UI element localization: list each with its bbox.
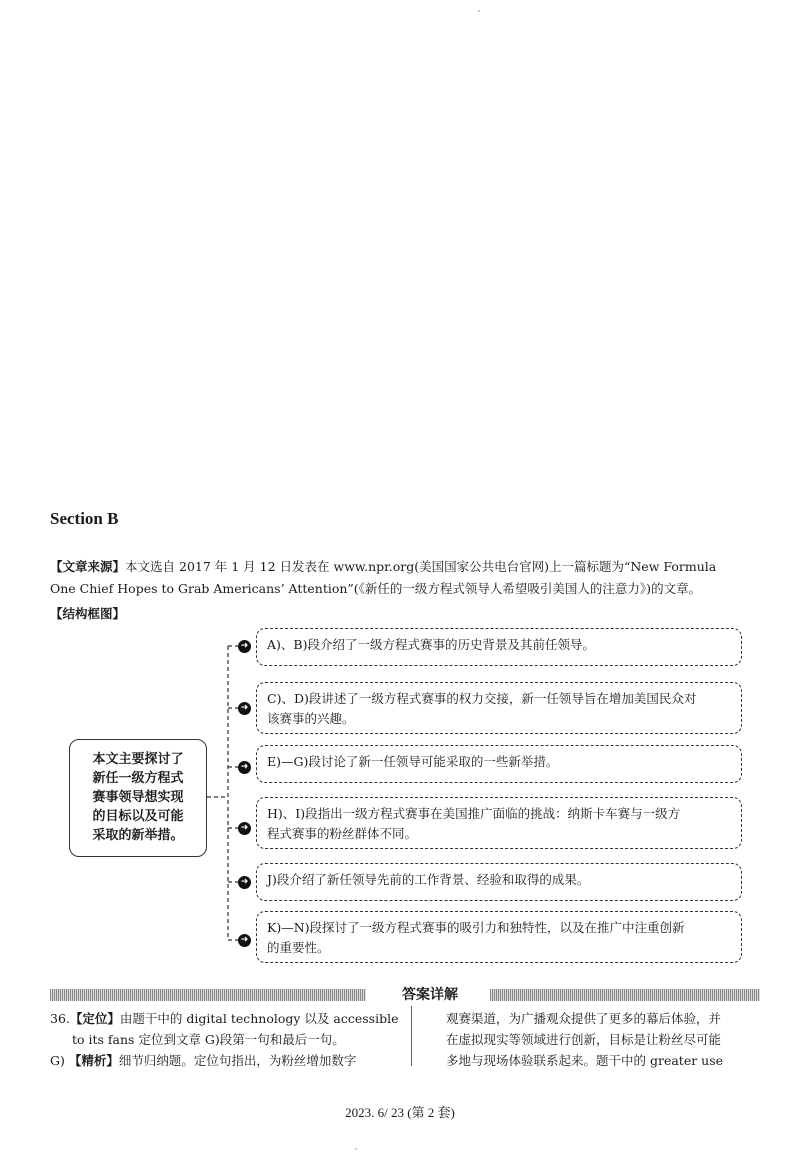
structure-node-c-d (256, 682, 742, 734)
arrow-right-icon: ➜ (238, 876, 251, 889)
source-label: 【文章来源】 (50, 559, 126, 574)
node-text: J)段介绍了新任领导先前的工作背景、经验和取得的成果。 (267, 872, 590, 887)
node-text: E)—G)段讨论了新一任领导可能采取的一些新举措。 (267, 754, 559, 769)
tag-locate: 【定位】 (69, 1011, 120, 1026)
node-text: H)、I)段指出一级方程式赛事在美国推广面临的挑战：纳斯卡车赛与一级方 (267, 806, 681, 821)
summary-line: 采取的新举措。 (92, 828, 184, 843)
answer-text: 由题干中的 digital technology 以及 accessible (119, 1011, 399, 1026)
answer-title: 答案详解 (370, 984, 490, 1004)
answer-right-column (446, 1008, 764, 1071)
answer-section-header (50, 986, 760, 1004)
node-text: C)、D)段讲述了一级方程式赛事的权力交接，新一任领导旨在增加美国民众对 (267, 691, 697, 706)
answer-line: to its fans 定位到文章 G)段第一句和最后一句。 (72, 1032, 345, 1047)
answer-line: 观赛渠道，为广播观众提供了更多的幕后体验，并 (446, 1011, 722, 1026)
answer-line (50, 1050, 402, 1071)
summary-box (69, 739, 207, 857)
arrow-right-icon: ➜ (238, 640, 251, 653)
arrow-right-icon: ➜ (238, 822, 251, 835)
source-text-1: 本文选自 2017 年 1 月 12 日发表在 www.npr.org(美国国家公共电台官网)上一篇标题为“New Formula (125, 559, 717, 574)
structure-label: 【结构框图】 (50, 606, 126, 621)
arrow-right-icon: ➜ (238, 934, 251, 947)
structure-node-j (256, 863, 742, 901)
node-text: 程式赛事的粉丝群体不同。 (267, 826, 418, 841)
hatch-divider (50, 989, 366, 1001)
answer-line: 在虚拟现实等领域进行创新，目标是让粉丝尽可能 (446, 1032, 722, 1047)
arrow-right-icon: ➜ (238, 761, 251, 774)
structure-node-e-g (256, 745, 742, 783)
answer-text: 细节归纳题。定位句指出，为粉丝增加数字 (118, 1053, 357, 1068)
node-text: K)—N)段探讨了一级方程式赛事的吸引力和独特性，以及在推广中注重创新 (267, 920, 685, 935)
answer-line: 多地与现场体验联系起来。题干中的 greater use (446, 1053, 724, 1068)
page-footer: 2023. 6/ 23 (第 2 套) (345, 1105, 455, 1120)
summary-line: 赛事领导想实现 (92, 790, 184, 805)
answer-letter: G) (50, 1053, 65, 1068)
summary-line: 新任一级方程式 (92, 771, 184, 786)
tag-analysis: 【精析】 (68, 1053, 119, 1068)
question-number: 36. (50, 1011, 70, 1026)
structure-node-k-n (256, 911, 742, 963)
hatch-divider (450, 989, 760, 1001)
answer-left-column (50, 1008, 402, 1071)
node-text: 该赛事的兴趣。 (267, 711, 355, 726)
summary-line: 的目标以及可能 (92, 809, 184, 824)
structure-node-h-i (256, 797, 742, 849)
structure-node-a-b (256, 628, 742, 666)
summary-line: 本文主要探讨了 (92, 752, 184, 767)
node-text: A)、B)段介绍了一级方程式赛事的历史背景及其前任领导。 (267, 637, 595, 652)
arrow-right-icon: ➜ (238, 702, 251, 715)
node-text: 的重要性。 (267, 940, 330, 955)
answer-line (50, 1008, 402, 1029)
section-title: Section B (50, 509, 119, 528)
column-divider (411, 1006, 413, 1066)
source-line-2: One Chief Hopes to Grab Americans’ Attention”(《新任的一级方程式领导人希望吸引美国人的注意力》)的文章。 (50, 581, 702, 596)
